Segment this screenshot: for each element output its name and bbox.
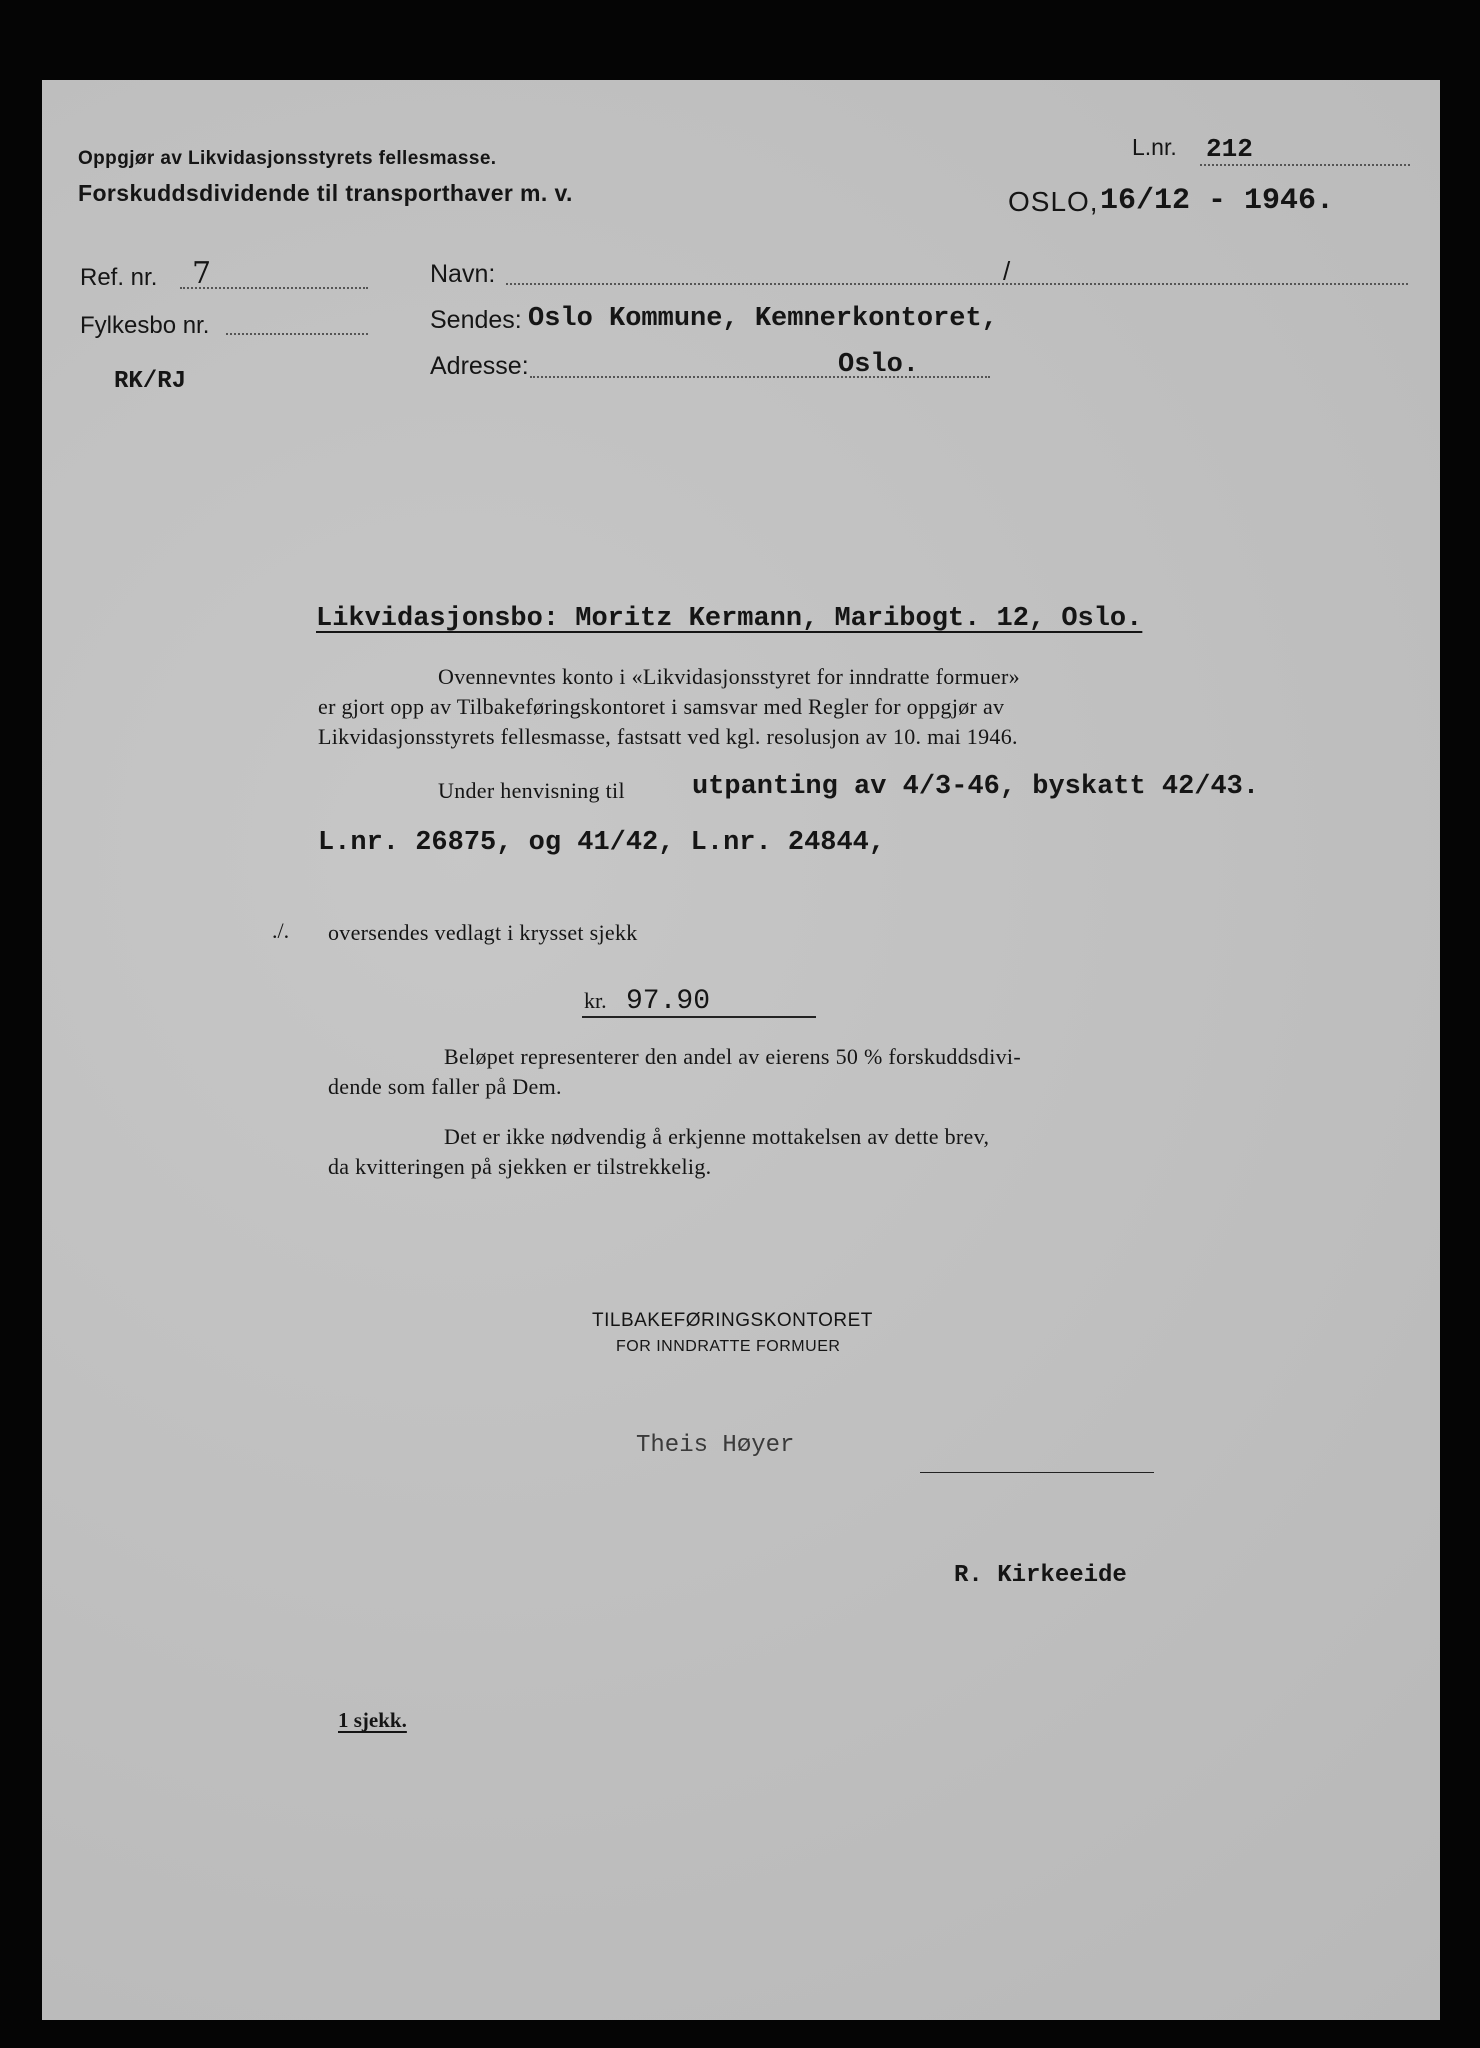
- sendes-value: Oslo Kommune, Kemnerkontoret,: [528, 304, 998, 334]
- letter-date: 16/12 - 1946.: [1100, 184, 1335, 218]
- ref-label: Ref. nr.: [80, 264, 158, 291]
- office-name: TILBAKEFØRINGSKONTORET: [592, 1310, 873, 1331]
- attachments-note: 1 sjekk.: [338, 1708, 407, 1732]
- para1-line1: Ovennevntes konto i «Likvidasjonsstyret for inndratte formuer»: [438, 664, 1020, 689]
- amount-underline: [582, 1016, 816, 1018]
- para3-line1: Det er ikke nødvendig å erkjenne mottakelsen av dette brev,: [444, 1124, 990, 1149]
- reference-typed-1: utpanting av 4/3-46, byskatt 42/43.: [692, 772, 1260, 802]
- amount-label: kr.: [584, 988, 607, 1013]
- sendes-label: Sendes:: [430, 306, 522, 334]
- enclosure-text: oversendes vedlagt i krysset sjekk: [328, 920, 638, 945]
- reference-intro: Under henvisning til: [438, 778, 625, 803]
- reference-typed-2: L.nr. 26875, og 41/42, L.nr. 24844,: [318, 828, 886, 858]
- signature-line: [920, 1472, 1154, 1473]
- navn-mark: /: [1003, 256, 1011, 286]
- para2-line2: dende som faller på Dem.: [328, 1074, 562, 1099]
- signer-1: Theis Høyer: [636, 1432, 795, 1459]
- office-subtitle: FOR INNDRATTE FORMUER: [616, 1338, 841, 1355]
- navn-label: Navn:: [430, 260, 496, 288]
- lnr-value: 212: [1206, 134, 1253, 164]
- city-label: OSLO,: [1008, 186, 1099, 217]
- fylkesbo-label: Fylkesbo nr.: [80, 312, 210, 339]
- adresse-value: Oslo.: [838, 350, 920, 380]
- ref-value: 7: [192, 256, 212, 291]
- subject-line: Likvidasjonsbo: Moritz Kermann, Maribogt. 12, Oslo.: [316, 604, 1143, 634]
- header-line-2: Forskuddsdividende til transporthaver m. v.: [78, 180, 573, 206]
- document-sheet: [42, 80, 1440, 2020]
- lnr-label: L.nr.: [1132, 134, 1177, 160]
- signer-2: R. Kirkeeide: [954, 1562, 1127, 1589]
- lnr-dotted-line: [1200, 164, 1410, 166]
- para1-line2: er gjort opp av Tilbakeføringskontoret i samsvar med Regler for oppgjør av: [318, 694, 1005, 719]
- adresse-dotted-line: [530, 376, 990, 378]
- amount-value: 97.90: [626, 986, 711, 1017]
- initials: RK/RJ: [114, 368, 187, 395]
- para2-line1: Beløpet representerer den andel av eierens 50 % forskuddsdivi-: [444, 1044, 1021, 1069]
- adresse-label: Adresse:: [430, 352, 529, 380]
- fylkesbo-dotted-line: [226, 333, 368, 335]
- para3-line2: da kvitteringen på sjekken er tilstrekkelig.: [328, 1154, 712, 1179]
- enclosure-mark: ./.: [272, 918, 290, 943]
- header-line-1: Oppgjør av Likvidasjonsstyrets fellesmasse.: [78, 148, 497, 169]
- para1-line3: Likvidasjonsstyrets fellesmasse, fastsatt ved kgl. resolusjon av 10. mai 1946.: [318, 724, 1018, 749]
- ref-dotted-line: [180, 287, 368, 289]
- navn-dotted-line: [506, 283, 1408, 285]
